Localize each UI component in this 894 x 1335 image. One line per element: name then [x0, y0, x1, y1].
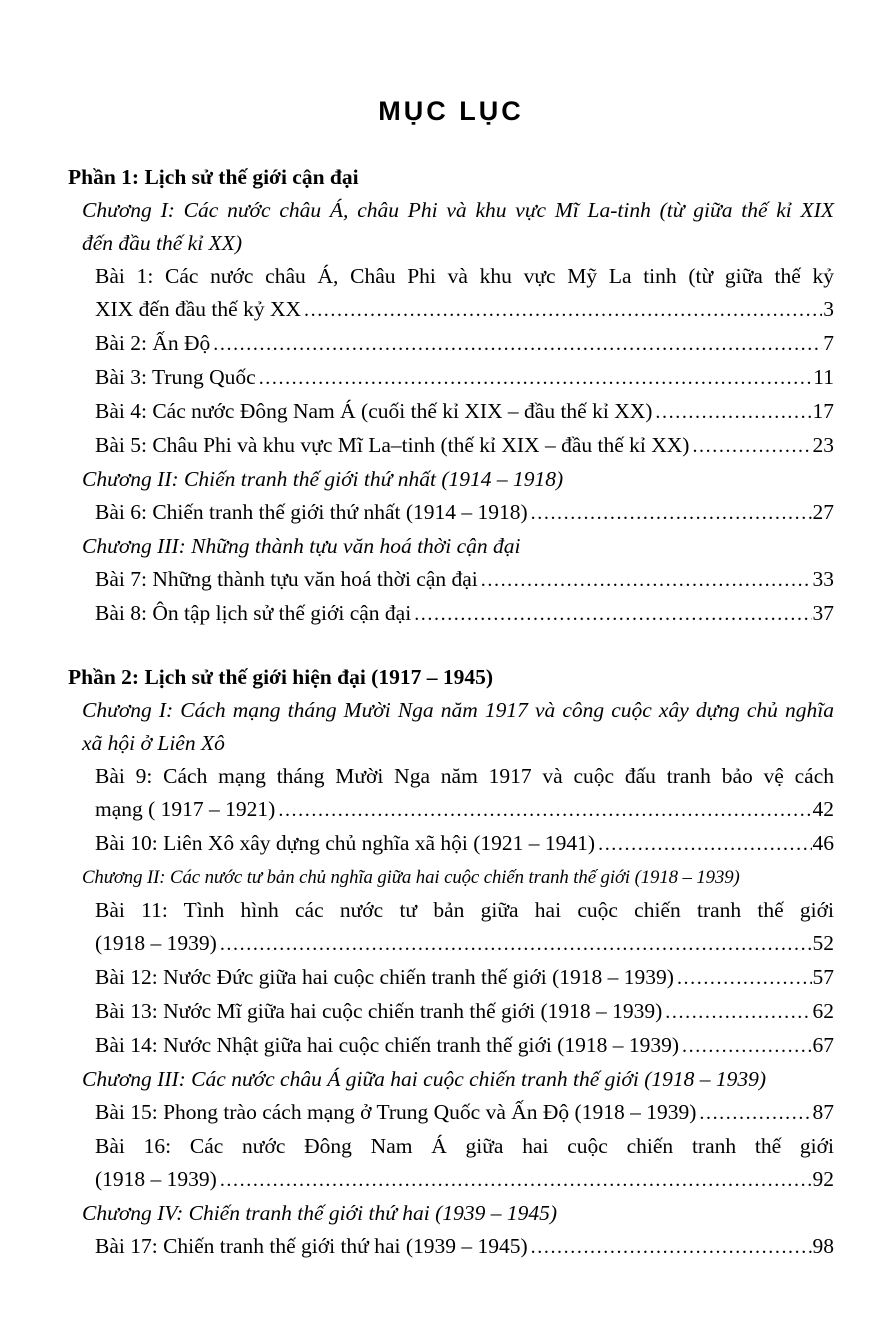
entry-text: Bài 5: Châu Phi và khu vực Mĩ La–tinh (thế kỉ XIX – đầu thế kỉ XX) — [95, 433, 690, 457]
page-number: 67 — [812, 1033, 834, 1057]
toc-part — [68, 161, 834, 631]
toc-entry-lesson — [68, 1029, 834, 1063]
toc-entry-lesson — [68, 260, 834, 327]
entry-text: Bài 12: Nước Đức giữa hai cuộc chiến tranh thế giới (1918 – 1939) — [95, 965, 674, 989]
dot-leader — [528, 1231, 812, 1264]
page-number: 11 — [813, 365, 834, 389]
dot-leader — [595, 828, 811, 861]
page-number: 37 — [812, 601, 834, 625]
toc-part — [68, 661, 834, 1264]
dot-leader — [411, 598, 811, 631]
dot-leader — [679, 1030, 812, 1063]
entry-text: (1918 – 1939) — [95, 931, 217, 955]
toc-entry-chapter — [68, 530, 834, 563]
dot-leader — [275, 794, 811, 827]
toc-part-heading: Phần 2: Lịch sử thế giới hiện đại (1917 – 1945) — [68, 665, 493, 689]
toc-entry-chapter — [68, 861, 834, 894]
page-number: 52 — [812, 931, 834, 955]
entry-text: Bài 2: Ấn Độ — [95, 331, 211, 355]
entry-line — [95, 827, 834, 861]
toc-entry-lesson — [68, 995, 834, 1029]
entry-text: mạng ( 1917 – 1921) — [95, 797, 276, 821]
entry-text: Bài 6: Chiến tranh thế giới thứ nhất (1914 – 1918) — [95, 500, 528, 524]
dot-leader — [674, 962, 812, 995]
entry-line: Chương IV: Chiến tranh thế giới thứ hai (1939 – 1945) — [82, 1201, 557, 1225]
toc-entry-chapter — [68, 1197, 834, 1230]
toc-entry-lesson — [68, 563, 834, 597]
dot-leader — [662, 996, 811, 1029]
toc-entry-lesson — [68, 597, 834, 631]
dot-leader — [210, 328, 822, 361]
dot-leader — [652, 396, 811, 429]
entry-line: Bài 11: Tình hình các nước tư bản giữa hai cuộc chiến tranh thế giới — [95, 898, 834, 922]
toc-entry-chapter — [68, 1063, 834, 1096]
entry-line — [95, 1163, 834, 1197]
entry-text: (1918 – 1939) — [95, 1167, 217, 1191]
toc-entry-lesson — [68, 1130, 834, 1197]
entry-text: Bài 8: Ôn tập lịch sử thế giới cận đại — [95, 601, 412, 625]
entry-line — [95, 327, 834, 361]
entry-line — [95, 361, 834, 395]
entry-line: xã hội ở Liên Xô — [82, 731, 225, 755]
entry-line: Bài 16: Các nước Đông Nam Á giữa hai cuộc chiến tranh thế giới — [95, 1134, 834, 1158]
entry-text: Bài 10: Liên Xô xây dựng chủ nghĩa xã hội (1921 – 1941) — [95, 831, 596, 855]
toc-entry-chapter — [68, 463, 834, 496]
entry-line — [95, 995, 834, 1029]
page-number: 17 — [812, 399, 834, 423]
entry-line: Chương I: Cách mạng tháng Mười Nga năm 1917 và công cuộc xây dựng chủ nghĩa — [82, 698, 834, 722]
entry-text: Bài 3: Trung Quốc — [95, 365, 256, 389]
entry-line — [95, 1230, 834, 1264]
page-number: 87 — [812, 1100, 834, 1124]
entry-line — [95, 927, 834, 961]
dot-leader — [217, 928, 812, 961]
dot-leader — [689, 430, 811, 463]
entry-line: đến đầu thế kỉ XX) — [82, 231, 243, 255]
entry-line: Bài 1: Các nước châu Á, Châu Phi và khu vực Mỹ La tinh (từ giữa thế kỷ — [95, 264, 834, 288]
entry-line — [95, 597, 834, 631]
toc-entry-chapter — [68, 194, 834, 260]
entry-line — [95, 293, 834, 327]
entry-text: Bài 7: Những thành tựu văn hoá thời cận đại — [95, 567, 478, 591]
page-number: 27 — [812, 500, 834, 524]
page-number: 46 — [812, 831, 834, 855]
entry-line: Chương III: Các nước châu Á giữa hai cuộc chiến tranh thế giới (1918 – 1939) — [82, 1067, 767, 1091]
entry-line — [95, 1096, 834, 1130]
entry-line — [95, 496, 834, 530]
entry-line — [95, 429, 834, 463]
page-number: 98 — [812, 1234, 834, 1258]
page-number: 3 — [823, 297, 834, 321]
table-of-contents — [68, 161, 834, 1264]
toc-entry-lesson — [68, 395, 834, 429]
entry-text: Bài 17: Chiến tranh thế giới thứ hai (1939 – 1945) — [95, 1234, 528, 1258]
toc-entry-lesson — [68, 429, 834, 463]
toc-entry-chapter — [68, 694, 834, 760]
page-number: 57 — [812, 965, 834, 989]
page-number: 23 — [812, 433, 834, 457]
toc-entry-lesson — [68, 827, 834, 861]
toc-entry-lesson — [68, 327, 834, 361]
dot-leader — [478, 564, 812, 597]
entry-line — [95, 1029, 834, 1063]
page-number: 7 — [823, 331, 834, 355]
entry-text: Bài 15: Phong trào cách mạng ở Trung Quốc và Ấn Độ (1918 – 1939) — [95, 1100, 697, 1124]
dot-leader — [696, 1097, 811, 1130]
page-number: 62 — [812, 999, 834, 1023]
toc-part-heading: Phần 1: Lịch sử thế giới cận đại — [68, 165, 359, 189]
page-number: 33 — [812, 567, 834, 591]
entry-line — [95, 793, 834, 827]
page-number: 42 — [812, 797, 834, 821]
toc-entry-lesson — [68, 760, 834, 827]
page-title: MỤC LỤC — [378, 96, 524, 126]
dot-leader — [301, 294, 822, 327]
entry-line — [95, 395, 834, 429]
entry-line: Chương II: Chiến tranh thế giới thứ nhất (1914 – 1918) — [82, 467, 564, 491]
entry-line: Bài 9: Cách mạng tháng Mười Nga năm 1917 và cuộc đấu tranh bảo vệ cách — [95, 764, 834, 788]
toc-entry-lesson — [68, 1230, 834, 1264]
entry-line: Chương III: Những thành tựu văn hoá thời cận đại — [82, 534, 521, 558]
toc-entry-lesson — [68, 361, 834, 395]
toc-entry-lesson — [68, 496, 834, 530]
toc-entry-lesson — [68, 961, 834, 995]
toc-entry-lesson — [68, 894, 834, 961]
entry-line — [95, 961, 834, 995]
entry-line — [95, 563, 834, 597]
page-number: 92 — [812, 1167, 834, 1191]
entry-text: Bài 4: Các nước Đông Nam Á (cuối thế kỉ XIX – đầu thế kỉ XX) — [95, 399, 653, 423]
dot-leader — [217, 1164, 812, 1197]
toc-entry-lesson — [68, 1096, 834, 1130]
dot-leader — [256, 362, 813, 395]
entry-line: Chương II: Các nước tư bản chủ nghĩa giữa hai cuộc chiến tranh thế giới (1918 – 1939) — [82, 867, 740, 888]
entry-text: Bài 13: Nước Mĩ giữa hai cuộc chiến tranh thế giới (1918 – 1939) — [95, 999, 663, 1023]
dot-leader — [528, 497, 812, 530]
entry-line: Chương I: Các nước châu Á, châu Phi và khu vực Mĩ La-tinh (từ giữa thế kỉ XIX — [82, 198, 834, 222]
entry-text: Bài 14: Nước Nhật giữa hai cuộc chiến tranh thế giới (1918 – 1939) — [95, 1033, 679, 1057]
entry-text: XIX đến đầu thế kỷ XX — [95, 297, 301, 321]
